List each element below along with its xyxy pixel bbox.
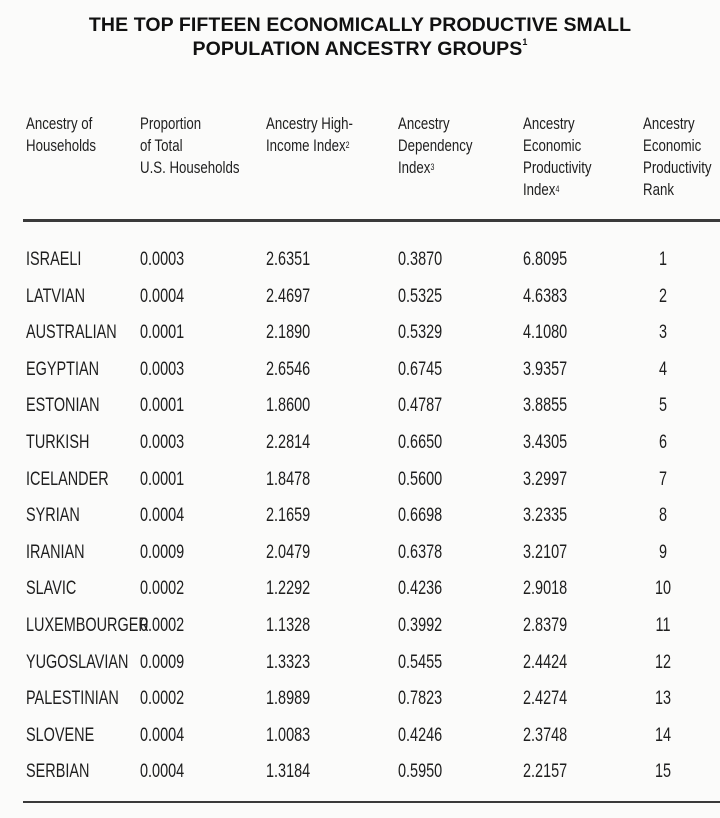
rank-cell: 10 bbox=[654, 578, 672, 600]
rank-cell: 5 bbox=[658, 395, 668, 417]
dependency-index-cell: 0.3992 bbox=[398, 615, 443, 636]
column-header bbox=[140, 113, 240, 179]
table-title-line-1: THE TOP FIFTEEN ECONOMICALLY PRODUCTIVE SMALL bbox=[88, 14, 632, 36]
high-income-index-cell: 1.3323 bbox=[266, 651, 311, 673]
dependency-index-cell: 0.6698 bbox=[398, 505, 443, 527]
ancestry-cell: LUXEMBOURGER bbox=[26, 615, 149, 636]
rank-cell: 2 bbox=[658, 285, 668, 307]
high-income-index-cell: 1.3184 bbox=[266, 761, 311, 783]
dependency-index-cell: 0.5455 bbox=[398, 651, 443, 673]
rank-cell: 13 bbox=[654, 688, 672, 710]
proportion-cell: 0.0004 bbox=[140, 505, 185, 527]
column-header-label: Ancestry High- Income Index bbox=[266, 114, 353, 155]
high-income-index-cell: 2.4697 bbox=[266, 285, 311, 307]
productivity-index-cell: 3.2335 bbox=[523, 505, 568, 527]
column-header-label: Ancestry Economic Productivity Rank bbox=[643, 114, 712, 199]
productivity-index-cell: 2.4424 bbox=[523, 651, 568, 673]
ancestry-cell: ESTONIAN bbox=[26, 395, 100, 417]
high-income-index-cell: 1.8478 bbox=[266, 468, 311, 490]
ancestry-cell: YUGOSLAVIAN bbox=[26, 651, 129, 673]
dependency-index-cell: 0.5325 bbox=[398, 285, 443, 307]
productivity-index-cell: 3.2107 bbox=[523, 541, 568, 563]
rank-cell: 3 bbox=[658, 322, 668, 344]
proportion-cell: 0.0009 bbox=[140, 541, 185, 563]
proportion-cell: 0.0009 bbox=[140, 651, 185, 673]
high-income-index-cell: 2.1659 bbox=[266, 505, 311, 527]
table-row bbox=[0, 248, 720, 272]
productivity-index-cell: 4.6383 bbox=[523, 285, 568, 307]
table-row bbox=[0, 321, 720, 345]
proportion-cell: 0.0002 bbox=[140, 578, 185, 600]
high-income-index-cell: 1.1328 bbox=[266, 615, 311, 636]
title-footnote-mark: 1 bbox=[522, 37, 528, 47]
ancestry-cell: IRANIAN bbox=[26, 541, 85, 563]
ancestry-cell: PALESTINIAN bbox=[26, 688, 119, 710]
rank-cell: 15 bbox=[654, 761, 672, 783]
column-header bbox=[398, 113, 472, 179]
dependency-index-cell: 0.4246 bbox=[398, 724, 443, 746]
ancestry-cell: SERBIAN bbox=[26, 761, 90, 783]
rank-cell: 8 bbox=[658, 505, 668, 527]
ancestry-cell: EGYPTIAN bbox=[26, 358, 100, 380]
dependency-index-cell: 0.6650 bbox=[398, 432, 443, 453]
ancestry-cell: AUSTRALIAN bbox=[26, 322, 117, 344]
ancestry-cell: ICELANDER bbox=[26, 468, 109, 490]
table-row bbox=[0, 724, 720, 748]
ancestry-cell: SLAVIC bbox=[26, 578, 77, 600]
rank-cell: 11 bbox=[655, 615, 671, 636]
productivity-index-cell: 2.9018 bbox=[523, 578, 568, 600]
high-income-index-cell: 1.8989 bbox=[266, 688, 311, 710]
column-header-label: Ancestry of Households bbox=[26, 114, 97, 155]
table-row bbox=[0, 285, 720, 309]
table-row bbox=[0, 614, 720, 638]
table-row bbox=[0, 577, 720, 601]
proportion-cell: 0.0004 bbox=[140, 761, 185, 783]
column-header bbox=[523, 113, 592, 201]
table-title-line-2 bbox=[0, 38, 720, 61]
table-row bbox=[0, 468, 720, 492]
column-header-label: Ancestry Economic Productivity Index bbox=[523, 114, 592, 199]
proportion-cell: 0.0003 bbox=[140, 358, 185, 380]
rank-cell: 14 bbox=[654, 724, 672, 746]
dependency-index-cell: 0.3870 bbox=[398, 249, 443, 270]
proportion-cell: 0.0004 bbox=[140, 285, 185, 307]
column-header-label: Ancestry Dependency Index bbox=[398, 114, 473, 177]
productivity-index-cell: 3.2997 bbox=[523, 468, 568, 490]
ancestry-cell: LATVIAN bbox=[26, 285, 86, 307]
column-header bbox=[266, 113, 353, 157]
column-header-label: Proportion of Total U.S. Households bbox=[140, 114, 240, 177]
table-row bbox=[0, 541, 720, 565]
proportion-cell: 0.0001 bbox=[140, 468, 185, 490]
table-title-text: POPULATION ANCESTRY GROUPS bbox=[192, 38, 523, 60]
high-income-index-cell: 2.2814 bbox=[266, 432, 311, 453]
proportion-cell: 0.0001 bbox=[140, 395, 185, 417]
dependency-index-cell: 0.6378 bbox=[398, 541, 443, 563]
proportion-cell: 0.0004 bbox=[140, 724, 185, 746]
proportion-cell: 0.0003 bbox=[140, 249, 185, 270]
productivity-index-cell: 3.4305 bbox=[523, 432, 568, 453]
ancestry-cell: TURKISH bbox=[26, 432, 90, 453]
high-income-index-cell: 2.0479 bbox=[266, 541, 311, 563]
bottom-rule bbox=[23, 801, 720, 803]
ancestry-cell: SYRIAN bbox=[26, 505, 80, 527]
proportion-cell: 0.0002 bbox=[140, 615, 185, 636]
column-footnote-mark: 4 bbox=[555, 184, 560, 194]
productivity-index-cell: 4.1080 bbox=[523, 322, 568, 344]
productivity-index-cell: 3.9357 bbox=[523, 358, 568, 380]
table-row bbox=[0, 651, 720, 675]
rank-cell: 12 bbox=[654, 651, 672, 673]
high-income-index-cell: 1.8600 bbox=[266, 395, 311, 417]
table-row bbox=[0, 431, 720, 455]
header-rule bbox=[23, 219, 720, 222]
productivity-index-cell: 6.8095 bbox=[523, 249, 568, 270]
dependency-index-cell: 0.4236 bbox=[398, 578, 443, 600]
proportion-cell: 0.0003 bbox=[140, 432, 185, 453]
dependency-index-cell: 0.6745 bbox=[398, 358, 443, 380]
ancestry-cell: ISRAELI bbox=[26, 249, 82, 270]
table-row bbox=[0, 504, 720, 528]
column-header bbox=[643, 113, 712, 201]
column-header bbox=[26, 113, 96, 157]
rank-cell: 9 bbox=[658, 541, 668, 563]
column-footnote-mark: 2 bbox=[345, 140, 350, 150]
productivity-index-cell: 2.2157 bbox=[523, 761, 568, 783]
table-row bbox=[0, 687, 720, 711]
rank-cell: 7 bbox=[658, 468, 668, 490]
productivity-index-cell: 2.3748 bbox=[523, 724, 568, 746]
productivity-index-cell: 3.8855 bbox=[523, 395, 568, 417]
high-income-index-cell: 2.6546 bbox=[266, 358, 311, 380]
proportion-cell: 0.0001 bbox=[140, 322, 185, 344]
productivity-index-cell: 2.4274 bbox=[523, 688, 568, 710]
high-income-index-cell: 2.6351 bbox=[266, 249, 311, 270]
proportion-cell: 0.0002 bbox=[140, 688, 185, 710]
table-row bbox=[0, 358, 720, 382]
column-footnote-mark: 3 bbox=[430, 162, 435, 172]
high-income-index-cell: 1.2292 bbox=[266, 578, 311, 600]
dependency-index-cell: 0.5950 bbox=[398, 761, 443, 783]
dependency-index-cell: 0.7823 bbox=[398, 688, 443, 710]
table-row bbox=[0, 394, 720, 418]
rank-cell: 1 bbox=[658, 249, 668, 270]
productivity-index-cell: 2.8379 bbox=[523, 615, 568, 636]
dependency-index-cell: 0.4787 bbox=[398, 395, 443, 417]
rank-cell: 6 bbox=[658, 432, 668, 453]
dependency-index-cell: 0.5329 bbox=[398, 322, 443, 344]
table-row bbox=[0, 760, 720, 784]
rank-cell: 4 bbox=[658, 358, 668, 380]
dependency-index-cell: 0.5600 bbox=[398, 468, 443, 490]
ancestry-cell: SLOVENE bbox=[26, 724, 95, 746]
high-income-index-cell: 2.1890 bbox=[266, 322, 311, 344]
high-income-index-cell: 1.0083 bbox=[266, 724, 311, 746]
